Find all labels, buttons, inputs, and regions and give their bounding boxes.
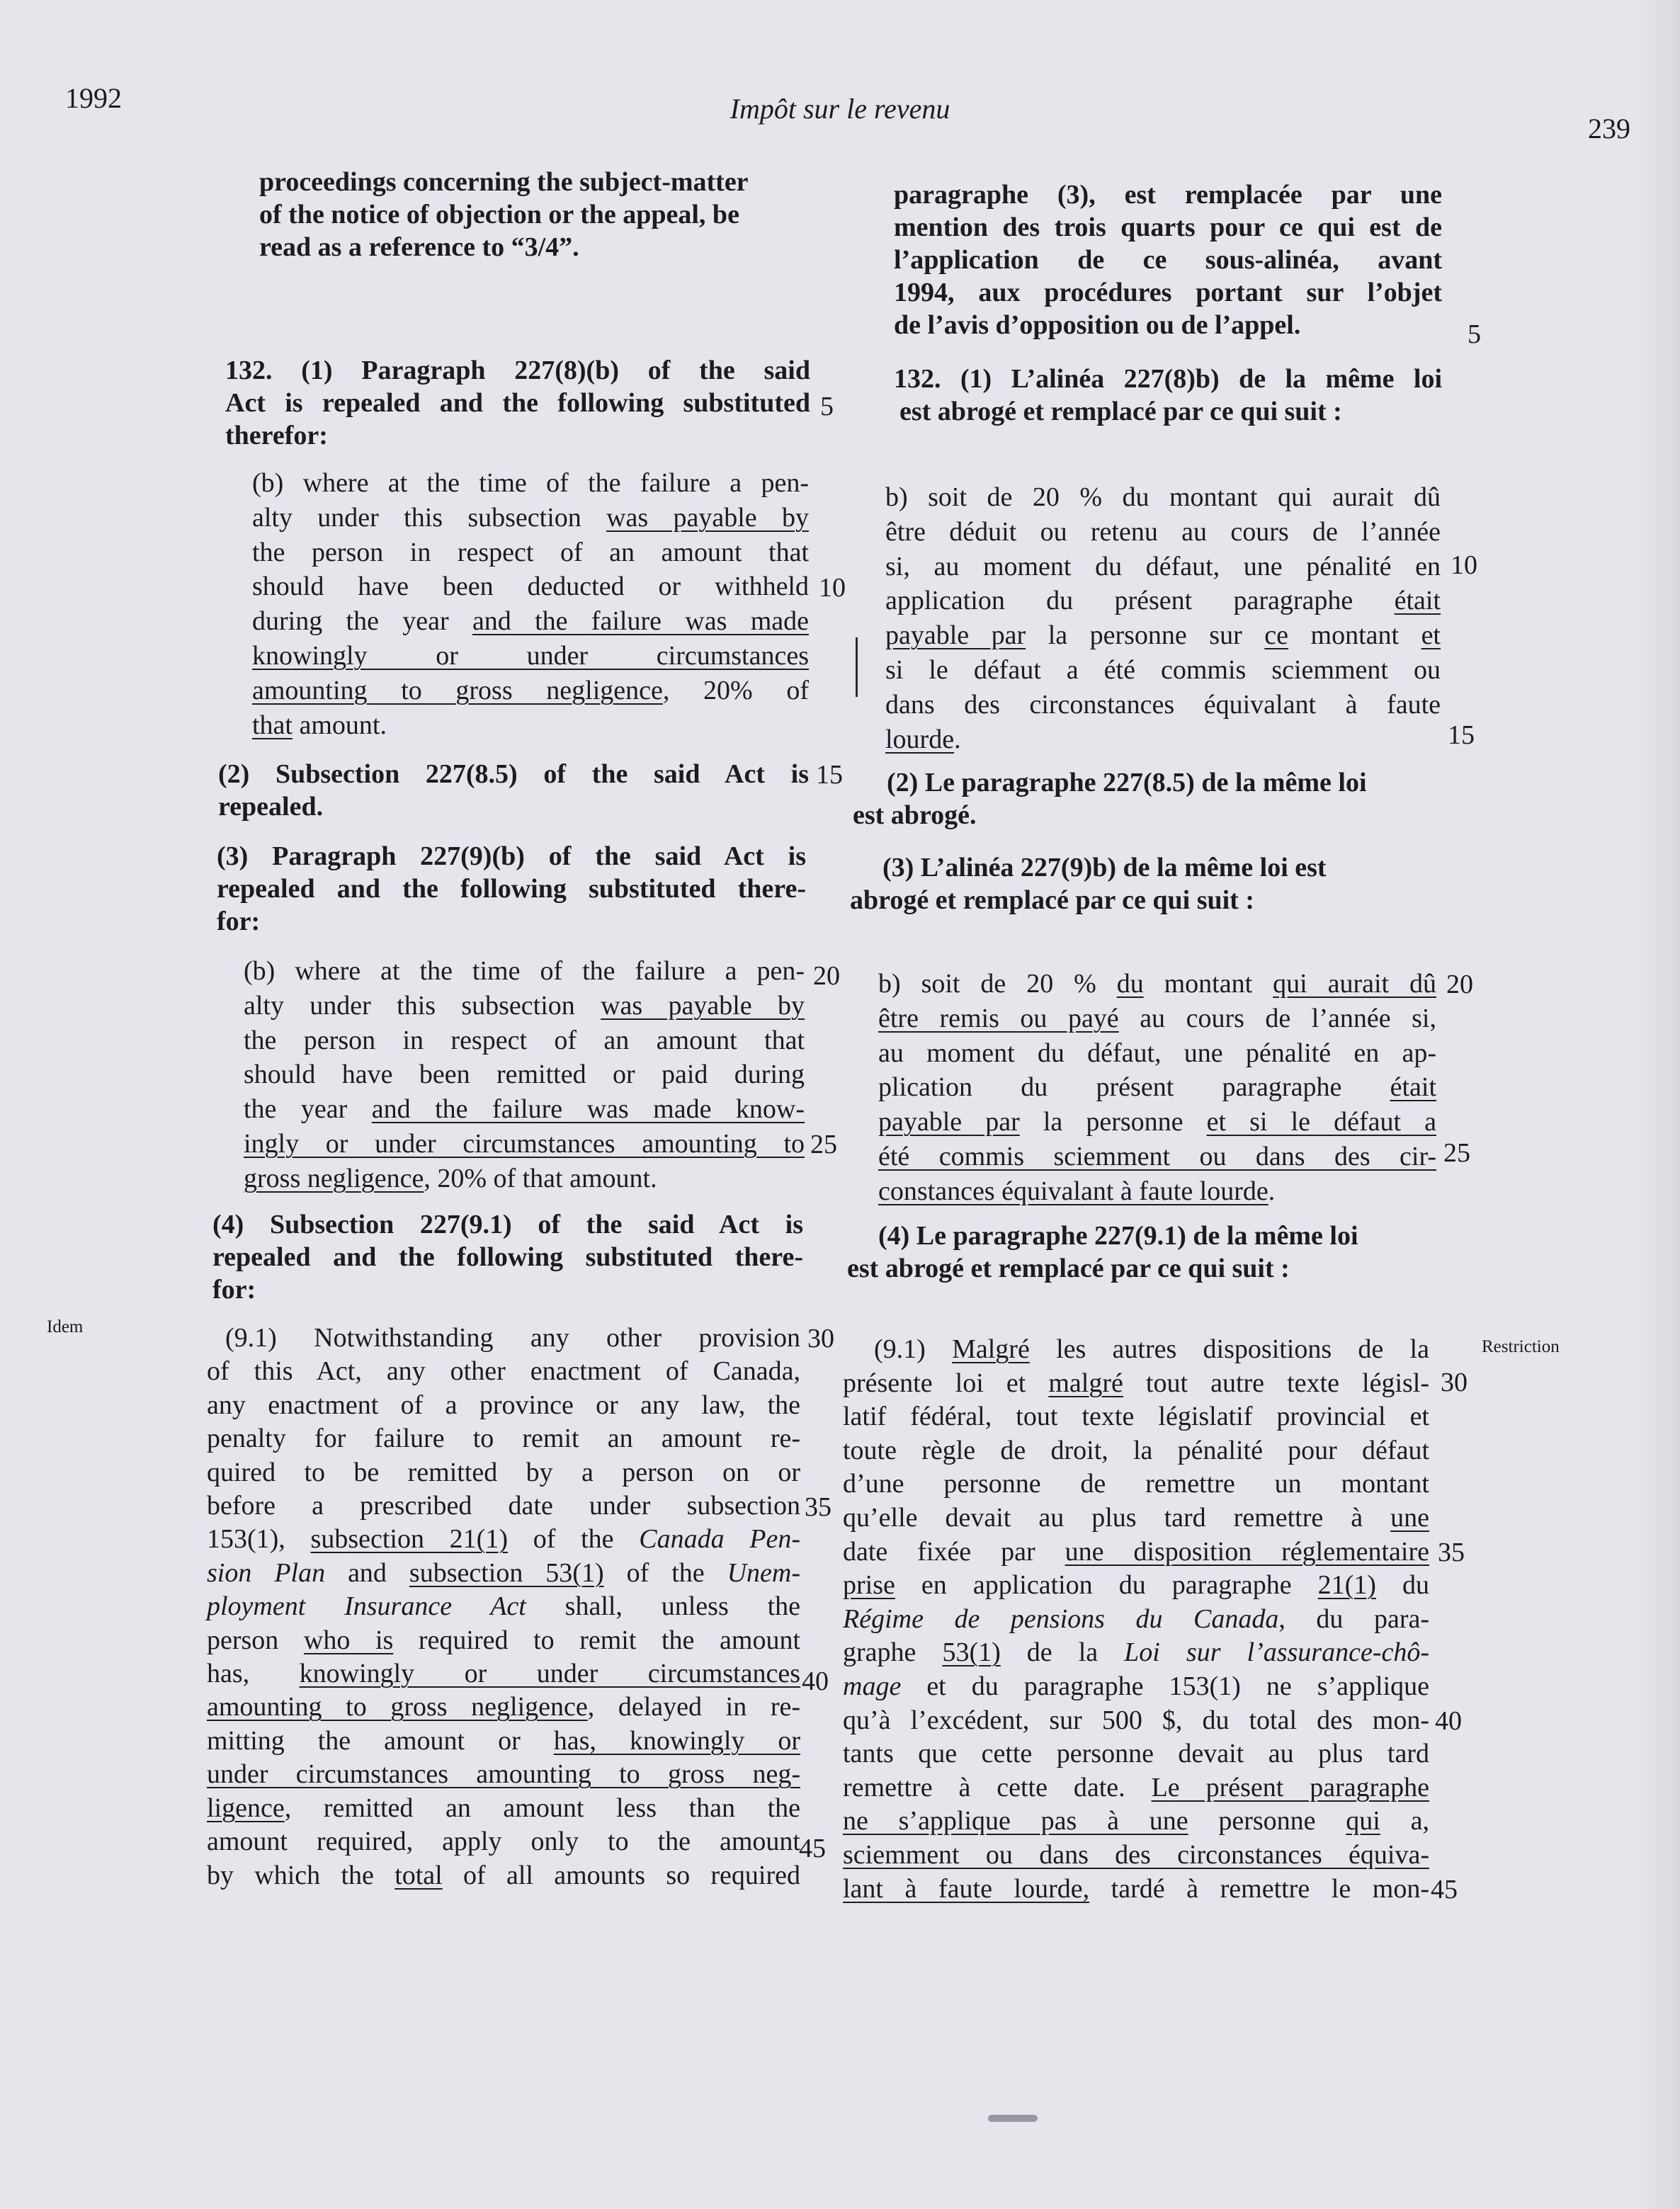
en-s4-line: mitting the amount or has, knowingly or bbox=[207, 1725, 800, 1756]
en-s4-line: amount required, apply only to the amount bbox=[207, 1827, 800, 1857]
en-line-number: 5 bbox=[820, 392, 834, 421]
fr-line-number: 45 bbox=[1431, 1875, 1458, 1904]
en-line-number: 35 bbox=[805, 1492, 832, 1522]
en-s3-heading-line: for: bbox=[217, 907, 261, 936]
fr-intro bbox=[894, 178, 1442, 341]
fr-s4-line: remettre à cette date. Le présent paragraphe bbox=[843, 1772, 1429, 1802]
en-s1-line: should have been deducted or withheld bbox=[252, 572, 809, 602]
fr-s4-line: toute règle de droit, la pénalité pour défaut bbox=[843, 1435, 1429, 1465]
fr-s4-line: lant à faute lourde, tardé à remettre le mon- bbox=[843, 1873, 1429, 1904]
fr-s3-line: été commis sciemment ou dans des cir- bbox=[878, 1141, 1436, 1171]
en-intro-line: proceedings concerning the subject-matter bbox=[259, 167, 749, 197]
en-s3-body bbox=[244, 954, 805, 1196]
en-s3-heading-line: repealed and the following substituted there- bbox=[217, 874, 806, 904]
en-s3-heading-line: (3) Paragraph 227(9)(b) of the said Act is bbox=[217, 841, 806, 871]
en-intro-line: read as a reference to “3/4”. bbox=[259, 232, 579, 262]
fr-s4-heading-line: (4) Le paragraphe 227(9.1) de la même loi bbox=[878, 1221, 1358, 1251]
fr-s3-line: plication du présent paragraphe était bbox=[878, 1072, 1436, 1103]
en-s1-body bbox=[252, 466, 809, 742]
en-s3-line: gross negligence, 20% of that amount. bbox=[244, 1163, 657, 1193]
fr-s1-heading-line: 132. (1) L’alinéa 227(8)b) de la même loi bbox=[894, 364, 1442, 394]
header-title: Impôt sur le revenu bbox=[730, 93, 950, 125]
fr-s4-line: date fixée par une disposition réglementaire bbox=[843, 1536, 1429, 1567]
fr-s2-heading-line: (2) Le paragraphe 227(8.5) de la même loi bbox=[887, 768, 1367, 797]
header-year: 1992 bbox=[65, 82, 122, 114]
en-s1-heading-line: therefor: bbox=[225, 421, 328, 450]
en-s4-heading bbox=[212, 1208, 803, 1306]
fr-s4-line: présente loi et malgré tout autre texte législ- bbox=[843, 1368, 1430, 1398]
fr-s1-line: si, au moment du défaut, une pénalité en bbox=[885, 551, 1441, 581]
fr-s4-line: ne s’applique pas à une personne qui a, bbox=[843, 1806, 1429, 1836]
en-s4-line: person who is required to remit the amount bbox=[207, 1625, 800, 1655]
header-page-number: 239 bbox=[1588, 113, 1630, 144]
en-s1-heading-line: Act is repealed and the following substituted bbox=[225, 388, 810, 418]
fr-s1-heading-line: est abrogé et remplacé par ce qui suit : bbox=[899, 397, 1342, 426]
en-line-number: 40 bbox=[802, 1666, 829, 1696]
fr-s1-heading bbox=[894, 363, 1442, 428]
fr-s1-line: être déduit ou retenu au cours de l’année bbox=[885, 516, 1441, 547]
en-s4-line: penalty for failure to remit an amount re- bbox=[207, 1424, 800, 1454]
fr-s4-line: qu’elle devait au plus tard remettre à une bbox=[843, 1502, 1429, 1533]
fr-s2-heading-line: est abrogé. bbox=[853, 800, 977, 830]
fr-s1-line: application du présent paragraphe était bbox=[885, 586, 1441, 616]
en-s2-heading-line: (2) Subsection 227(8.5) of the said Act is bbox=[218, 759, 809, 789]
ink-smudge bbox=[988, 2115, 1038, 2122]
en-s4-line: sion Plan and subsection 53(1) of the Unem- bbox=[207, 1557, 800, 1588]
fr-line-number: 20 bbox=[1446, 970, 1473, 999]
fr-s3-line: au moment du défaut, une pénalité en ap- bbox=[878, 1038, 1436, 1068]
fr-line-number: 30 bbox=[1441, 1368, 1468, 1397]
fr-s1-line: b) soit de 20 % du montant qui aurait dû bbox=[885, 482, 1441, 512]
en-s4-line: of this Act, any other enactment of Canada, bbox=[207, 1356, 800, 1387]
en-s1-line: knowingly or under circumstances bbox=[252, 640, 809, 671]
en-s4-line: by which the total of all amounts so required bbox=[207, 1860, 801, 1890]
en-line-number: 25 bbox=[810, 1130, 837, 1159]
fr-s1-line: si le défaut a été commis sciemment ou bbox=[885, 654, 1441, 685]
fr-intro-line: paragraphe (3), est remplacée par une bbox=[894, 180, 1442, 210]
fr-line-number: 15 bbox=[1448, 720, 1475, 750]
en-s3-line: ingly or under circumstances amounting to bbox=[244, 1128, 805, 1159]
fr-line-number: 40 bbox=[1435, 1706, 1462, 1736]
fr-line-number: 25 bbox=[1443, 1138, 1470, 1168]
en-s1-line: alty under this subsection was payable by bbox=[252, 502, 809, 533]
en-line-number: 20 bbox=[813, 961, 840, 991]
en-s1-heading bbox=[225, 354, 810, 452]
en-s2-heading bbox=[218, 758, 809, 823]
fr-s4-line: qu’à l’excédent, sur 500 $, du total des mon- bbox=[843, 1705, 1429, 1735]
en-s3-line: the person in respect of an amount that bbox=[244, 1025, 805, 1055]
en-s4-heading-line: repealed and the following substituted there- bbox=[212, 1242, 803, 1272]
fr-intro-line: de l’avis d’opposition ou de l’appel. bbox=[894, 310, 1301, 340]
fr-s4-heading-line: est abrogé et remplacé par ce qui suit : bbox=[847, 1254, 1290, 1283]
en-s4-heading-line: for: bbox=[212, 1275, 256, 1305]
fr-intro-line: 1994, aux procédures portant sur l’objet bbox=[894, 278, 1442, 307]
en-intro-line: of the notice of objection or the appeal, be bbox=[259, 200, 739, 229]
en-s4-line: ployment Insurance Act shall, unless the bbox=[207, 1591, 800, 1622]
en-s3-line: (b) where at the time of the failure a pen- bbox=[244, 956, 805, 986]
fr-s3-heading-line: abrogé et remplacé par ce qui suit : bbox=[850, 885, 1254, 915]
margin-note-idem: Idem bbox=[47, 1317, 84, 1336]
en-s4-line: 153(1), subsection 21(1) of the Canada Pen- bbox=[207, 1524, 801, 1555]
fr-s4-line: latif fédéral, tout texte législatif provincial et bbox=[843, 1402, 1429, 1432]
fr-s4-line: graphe 53(1) de la Loi sur l’assurance-chô- bbox=[843, 1637, 1430, 1668]
en-s1-heading-line: 132. (1) Paragraph 227(8)(b) of the said bbox=[225, 356, 810, 385]
en-s3-line: the year and the failure was made know- bbox=[244, 1094, 805, 1125]
fr-s3-line: être remis ou payé au cours de l’année si, bbox=[878, 1003, 1436, 1033]
en-line-number: 45 bbox=[799, 1834, 826, 1863]
fr-s1-line: lourde. bbox=[885, 724, 961, 754]
fr-s4-line: prise en application du paragraphe 21(1) du bbox=[843, 1570, 1430, 1601]
fr-s3-line: b) soit de 20 % du montant qui aurait dû bbox=[878, 969, 1437, 999]
en-s1-line: (b) where at the time of the failure a pen- bbox=[252, 468, 809, 498]
en-s3-line: alty under this subsection was payable by bbox=[244, 990, 805, 1021]
fr-s4-line: Régime de pensions du Canada, du para- bbox=[843, 1603, 1429, 1634]
en-s2-heading-line: repealed. bbox=[218, 792, 324, 822]
fr-s3-heading-line: (3) L’alinéa 227(9)b) de la même loi est bbox=[882, 853, 1327, 882]
en-s4-body bbox=[207, 1322, 800, 1892]
fr-s4-heading bbox=[847, 1220, 1435, 1285]
en-s4-line: before a prescribed date under subsection bbox=[207, 1491, 800, 1521]
en-s4-line: has, knowingly or under circumstances bbox=[207, 1659, 800, 1689]
fr-s2-heading bbox=[853, 766, 1439, 831]
fr-s4-line: tants que cette personne devait au plus tard bbox=[843, 1739, 1429, 1769]
fr-intro-line: l’application de ce sous-alinéa, avant bbox=[894, 245, 1442, 275]
en-s4-line: ligence, remitted an amount less than the bbox=[207, 1793, 800, 1823]
fr-s4-line: mage et du paragraphe 153(1) ne s’applique bbox=[843, 1671, 1429, 1701]
margin-note-restriction: Restriction bbox=[1482, 1337, 1560, 1356]
en-line-number: 10 bbox=[819, 573, 846, 603]
fr-line-number: 35 bbox=[1438, 1538, 1465, 1567]
en-line-number: 30 bbox=[807, 1324, 834, 1353]
en-s1-line: the person in respect of an amount that bbox=[252, 537, 809, 567]
fr-s4-line: d’une personne de remettre un montant bbox=[843, 1469, 1429, 1499]
en-s1-line: during the year and the failure was made bbox=[252, 606, 809, 637]
fr-s4-body bbox=[843, 1333, 1429, 1906]
fr-s1-line: dans des circonstances équivalant à faute bbox=[885, 689, 1441, 720]
fr-s4-line: (9.1) Malgré les autres dispositions de la bbox=[874, 1334, 1429, 1364]
fr-s1-line: payable par la personne sur ce montant et bbox=[885, 620, 1441, 651]
en-s4-line: amounting to gross negligence, delayed in re- bbox=[207, 1692, 800, 1722]
en-s1-line: that amount. bbox=[252, 710, 387, 740]
en-s4-line: quired to be remitted by a person on or bbox=[207, 1457, 800, 1487]
fr-line-number: 10 bbox=[1451, 550, 1477, 580]
revision-bar bbox=[856, 637, 858, 697]
en-s4-heading-line: (4) Subsection 227(9.1) of the said Act is bbox=[212, 1210, 803, 1239]
en-s4-line: under circumstances amounting to gross neg- bbox=[207, 1759, 800, 1790]
en-s3-line: should have been remitted or paid during bbox=[244, 1060, 805, 1090]
fr-intro-line: mention des trois quarts pour ce qui est de bbox=[894, 212, 1442, 242]
fr-s3-heading bbox=[850, 851, 1438, 916]
fr-s3-line: constances équivalant à faute lourde. bbox=[878, 1176, 1276, 1206]
en-s4-line: any enactment of a province or any law, the bbox=[207, 1390, 800, 1420]
en-intro bbox=[259, 166, 749, 263]
en-s4-line: (9.1) Notwithstanding any other provision bbox=[225, 1323, 800, 1353]
fr-s4-line: sciemment ou dans des circonstances équiva- bbox=[843, 1839, 1429, 1870]
en-line-number: 15 bbox=[816, 760, 843, 790]
fr-s1-body bbox=[885, 480, 1441, 756]
fr-s3-line: payable par la personne et si le défaut a bbox=[878, 1107, 1436, 1137]
en-s3-heading bbox=[217, 840, 806, 938]
fr-line-number: 5 bbox=[1468, 319, 1481, 349]
fr-s3-body bbox=[878, 967, 1436, 1209]
en-s1-line: amounting to gross negligence, 20% of bbox=[252, 675, 809, 705]
